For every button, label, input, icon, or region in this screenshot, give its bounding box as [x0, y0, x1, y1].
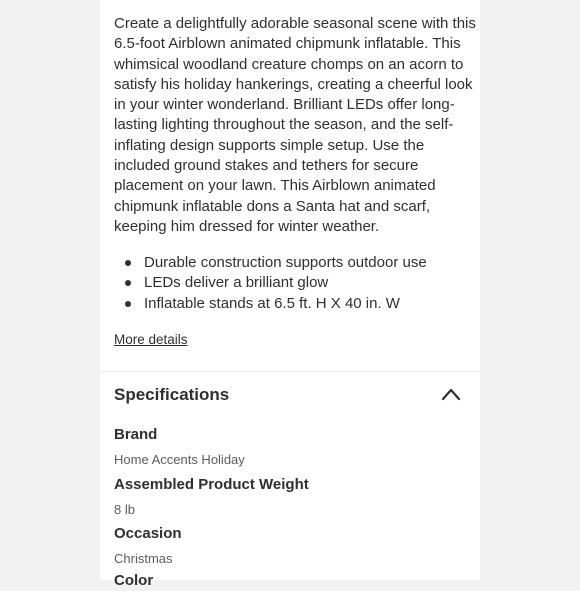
spec-label-partial: Color	[114, 572, 154, 589]
specifications-toggle[interactable]	[114, 383, 464, 407]
spec-value: Christmas	[114, 551, 173, 566]
spec-assembled-weight	[114, 475, 309, 518]
spec-brand	[114, 425, 245, 468]
bullet-icon	[125, 260, 131, 266]
feature-text: Inflatable stands at 6.5 ft. H X 40 in. W	[144, 294, 400, 312]
section-divider	[100, 371, 480, 372]
product-description: Create a delightfully adorable seasonal scene with this 6.5-foot Airblown animated chipmunk inflatable. This whimsical woodland creature chomps on an acorn to satisfy his holiday hankerings, creating a cheerful look in your winter wonderland. Brilliant LEDs offer long-lasting lighting throughout the season, and the self-inflating design supports simple setup. Use the included ground stakes and tethers for secure placement on your lawn. This Airblown animated chipmunk inflatable dons a Santa hat and scarf, keeping him dressed for winter weather.	[114, 15, 476, 235]
product-details-panel	[100, 0, 480, 589]
spec-value: Home Accents Holiday	[114, 452, 245, 467]
bullet-icon	[125, 301, 131, 307]
spec-label: Brand	[114, 426, 158, 443]
spec-label: Occasion	[114, 525, 182, 542]
feature-list	[114, 253, 476, 314]
specifications-title: Specifications	[114, 385, 230, 404]
bullet-icon	[125, 280, 131, 286]
spec-value: 8 lb	[114, 502, 135, 517]
feature-list-item	[114, 273, 476, 293]
chevron-up-icon[interactable]	[441, 387, 461, 401]
feature-text: LEDs deliver a brilliant glow	[144, 274, 329, 292]
spec-label: Assembled Product Weight	[114, 476, 309, 493]
spec-occasion	[114, 524, 182, 567]
feature-list-item	[114, 294, 476, 314]
feature-list-item	[114, 253, 476, 273]
feature-text: Durable construction supports outdoor use	[144, 254, 427, 271]
more-details-link[interactable]: More details	[114, 332, 188, 347]
